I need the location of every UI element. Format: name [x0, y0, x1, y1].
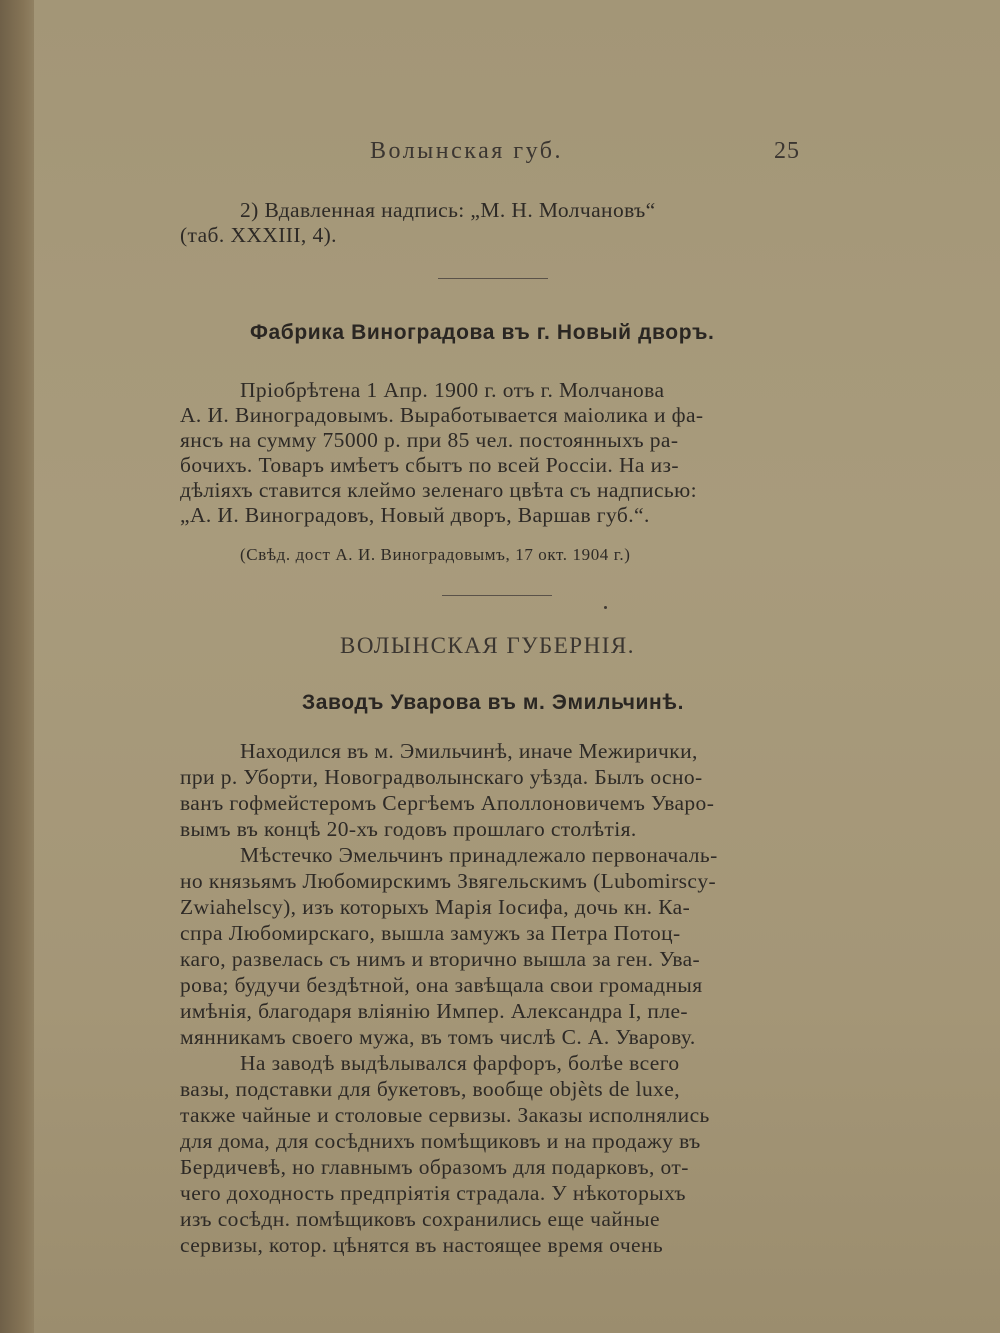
uvarov-line: сервизы, котор. цѣнятся въ настоящее время очень: [180, 1233, 664, 1257]
uvarov-line: вазы, подставки для букетовъ, вообще objèts de luxe,: [180, 1077, 681, 1101]
uvarov-line: Мѣстечко Эмельчинъ принадлежало первоначаль-: [240, 843, 718, 867]
source-note: (Свѣд. дост А. И. Виноградовымъ, 17 окт. 1904 г.): [240, 545, 631, 564]
vinogradov-line: дѣліяхъ ставится клеймо зеленаго цвѣта съ надписью:: [180, 478, 697, 502]
divider: [438, 278, 548, 279]
uvarov-line: мянникамъ своего мужа, въ томъ числѣ С. А. Уварову.: [180, 1025, 696, 1049]
mark-note-line: 2) Вдавленная надпись: „М. Н. Молчановъ“: [240, 198, 656, 222]
uvarov-line: На заводѣ выдѣлывался фарфоръ, болѣе всего: [240, 1051, 680, 1075]
uvarov-line: Zwiahelscy), изъ которыхъ Марія Іосифа, дочь кн. Ка-: [180, 895, 691, 919]
running-header: [180, 138, 810, 172]
uvarov-heading: Заводъ Уварова въ м. Эмильчинѣ.: [302, 691, 685, 714]
vinogradov-line: Пріобрѣтена 1 Апр. 1900 г. отъ г. Молчанова: [240, 378, 665, 402]
vinogradov-line: бочихъ. Товаръ имѣетъ сбытъ по всей Россіи. На из-: [180, 453, 679, 477]
uvarov-line: изъ сосѣдн. помѣщиковъ сохранились еще чайные: [180, 1207, 660, 1231]
uvarov-line: Находился въ м. Эмильчинѣ, иначе Межирички,: [240, 739, 698, 763]
mark-note-line: (таб. XXXIII, 4).: [180, 223, 337, 247]
uvarov-line: спра Любомирскаго, вышла замужъ за Петра Потоц-: [180, 921, 681, 945]
uvarov-line: имѣнія, благодаря вліянію Импер. Александра I, пле-: [180, 999, 688, 1023]
uvarov-line: ванъ гофмейстеромъ Сергѣемъ Аполлоновичемъ Уваро-: [180, 791, 715, 815]
uvarov-line: также чайные и столовые сервизы. Заказы исполнялись: [180, 1103, 710, 1127]
uvarov-line: чего доходность предпріятія страдала. У нѣкоторыхъ: [180, 1181, 686, 1205]
vinogradov-heading: Фабрика Виноградова въ г. Новый дворъ.: [250, 321, 715, 344]
uvarov-line: для дома, для сосѣднихъ помѣщиковъ и на продажу въ: [180, 1129, 701, 1153]
uvarov-line: при р. Уборти, Новоградволынскаго уѣзда. Былъ осно-: [180, 765, 703, 789]
uvarov-line: рова; будучи бездѣтной, она завѣщала свои громадныя: [180, 973, 703, 997]
vinogradov-line: янсъ на сумму 75000 р. при 85 чел. постоянныхъ ра-: [180, 428, 679, 452]
uvarov-line: но князьямъ Любомирскимъ Звягельскимъ (Lubomirscy-: [180, 869, 717, 893]
section-title: ВОЛЫНСКАЯ ГУБЕРНІЯ.: [340, 633, 635, 658]
vinogradov-line: „А. И. Виноградовъ, Новый дворъ, Варшав губ.“.: [180, 503, 650, 527]
ink-speck: [604, 606, 607, 609]
uvarov-line: вымъ въ концѣ 20-хъ годовъ прошлаго столѣтія.: [180, 817, 637, 841]
uvarov-line: каго, развелась съ нимъ и вторично вышла за ген. Ува-: [180, 947, 701, 971]
page-number: 25: [774, 138, 800, 164]
running-title: Волынская губ.: [370, 138, 564, 164]
divider: [442, 595, 552, 596]
vinogradov-line: А. И. Виноградовымъ. Выработывается маіолика и фа-: [180, 403, 704, 427]
uvarov-line: Бердичевѣ, но главнымъ образомъ для подарковъ, от-: [180, 1155, 689, 1179]
